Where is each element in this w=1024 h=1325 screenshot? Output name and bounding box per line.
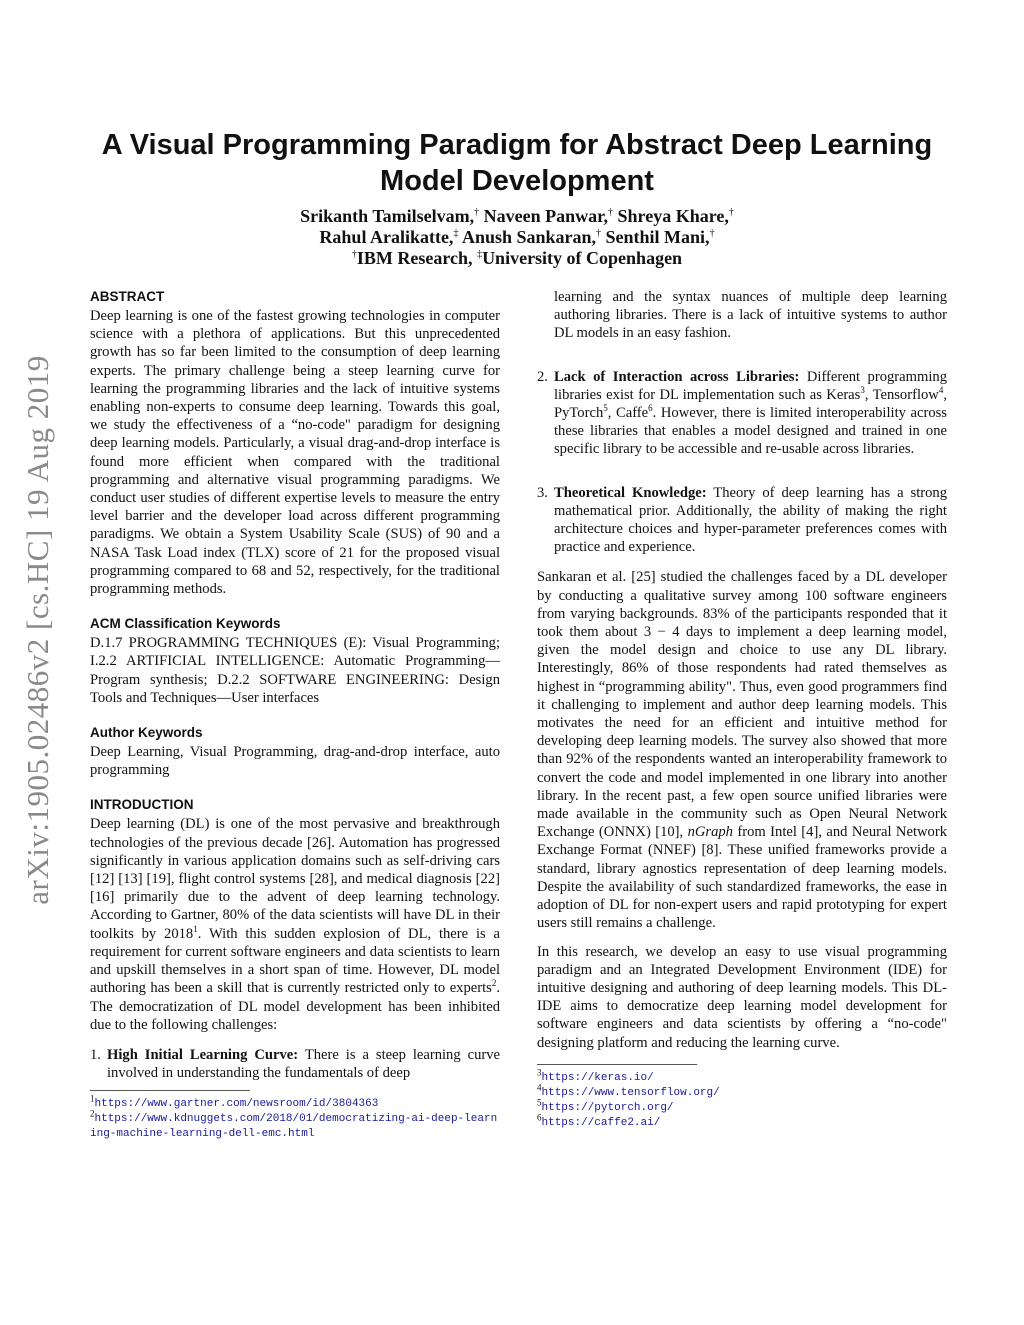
intro-heading: INTRODUCTION [90,797,194,813]
author-block [100,206,934,269]
left-column [90,288,500,1142]
arxiv-sidebar-stamp [18,300,58,960]
footnote: $^6$https://caffe2.ai/ [537,1112,661,1129]
footnote-link[interactable]: https://www.kdnuggets.com/2018/01/democratizing-ai-deep-learning-machine-learning-dell-emc.html [90,1113,498,1141]
affiliation: University of Copenhagen [482,248,683,268]
affiliation-line: †IBM Research, ‡University of Copenhagen [351,248,683,268]
challenge-list-continued [537,288,947,556]
footnote: $^4$https://www.tensorflow.org/ [537,1082,720,1099]
challenge-list [90,1046,500,1082]
footnote-ref[interactable]: 1 [193,923,198,934]
challenge-label: Lack of Interaction across Libraries: [554,368,800,385]
challenge-label: Theoretical Knowledge: [554,484,707,501]
footnote: $^5$https://pytorch.org/ [537,1097,674,1114]
list-item: 3. Theoretical Knowledge: Theory of deep learning has a strong mathematical prior. Additionally, the ability of making the right architecture choices and hyper-parameter preferences comes with practice and experience. [537,484,948,556]
list-item: 2. Lack of Interaction across Libraries: Different programming libraries exist for DL implementation such as Keras$^3$, Tensorflow$^4$, PyTorch$^5$, Caffe$^6$. However, there is limited interoperability across these libraries that enables a model designed and trained in one specific library to be accessible and re-usable across libraries. [537,368,947,458]
body-paragraph: In this research, we develop an easy to use visual programming paradigm and an Integrated Development Environment (IDE) for intuitive designing and authoring of deep learning models. This DL-IDE aims to democratize deep learning model development for software engineers and data scientists by offering a “no-code" designing platform and reducing the learning curve. [537,943,947,1051]
footnote-ref[interactable]: 2 [491,978,497,989]
author-name: Anush Sankaran, [461,227,597,247]
affiliation: IBM Research, [356,248,473,268]
right-column [537,288,947,1131]
footnote-link[interactable]: https://caffe2.ai/ [541,1116,661,1129]
footnote-link[interactable]: https://www.tensorflow.org/ [541,1086,720,1099]
arxiv-identifier: arXiv:1905.02486v2 [cs.HC] 19 Aug 2019 [20,355,55,905]
author-name: Senthil Mani, [605,227,710,247]
footnote: $^1$https://www.gartner.com/newsroom/id/3804363 [90,1093,379,1111]
acm-text: D.1.7 PROGRAMMING TECHNIQUES (E): Visual Programming; I.2.2 ARTIFICIAL INTELLIGENCE: Automatic Programming—Program synthesis; D.2.2 SOFTWARE ENGINEERING: Design Tools and Techniques—User interfaces [90,635,500,706]
footnote-ref[interactable]: 5 [603,403,608,414]
list-item: 1. High Initial Learning Curve: There is a steep learning curve involved in understanding the fundamentals of deep [90,1046,500,1082]
author-name: Srikanth Tamilselvam, [300,206,475,226]
intro-paragraph: Deep learning (DL) is one of the most pervasive and breakthrough technologies of the previous decade [26]. Automation has progressed significantly in various application domains such as self-driving cars [12] [13] [19], flight control systems [28], and medical diagnosis [22] [16] primarily due to the advent of deep learning technology. According to Gartner, 80% of the data scientists will have DL in their toolkits by 2018$^1$. With this sudden explosion of DL, there is a requirement for current software engineers and data scientists to learn and upskill themselves in a short span of time. However, DL model authoring has been a skill that is currently restricted only to experts$^2$. The democratization of DL model development has been inhibited due to the following challenges: [90,816,500,1033]
keywords-text: Deep Learning, Visual Programming, drag-and-drop interface, auto programming [90,744,500,779]
author-name: Naveen Panwar, [483,206,609,226]
challenge-label: High Initial Learning Curve: [107,1046,299,1063]
author-name: Rahul Aralikatte, [319,227,454,247]
author-name: Shreya Khare, [617,206,729,226]
abstract-text: Deep learning is one of the fastest growing technologies in computer science with a plethora of applications. But this unprecedented growth has so far been limited to the consumption of deep learning experts. The primary challenge being a steep learning curve for learning the programming libraries and the lack of intuitive systems enabling non-experts to consume deep learning. Towards this goal, we study the effectiveness of a “no-code" paradigm for designing deep learning models. Particularly, a visual drag-and-drop interface is found more efficient when compared with the traditional programming and alternative visual programming paradigms. We conduct user studies of different expertise levels to measure the entry level barrier and the developer load across different programming paradigms. We obtain a System Usability Scale (SUS) of 90 and a NASA Task Load index (TLX) score of 21 for the proposed visual programming compared to 68 and 52, respectively, for the traditional programming methods. [90,308,500,598]
body-paragraph: Sankaran et al. [25] studied the challenges faced by a DL developer by conducting a qualitative survey among 100 software engineers from varying backgrounds. 83% of the participants responded that it took them about 3 − 4 days to implement a deep learning model, given the model design and choice to use any DL library. Interestingly, 86% of those respondents had rated themselves as highest in “programming ability". Thus, even good programmers find it challenging to implement and author deep learning models. This motivates the need for an efficient and intuitive method for developing deep learning models. The survey also showed that more than 92% of the respondents wanted an interoperability framework to convert the code and model implemented in one library into another library. In the recent past, a few open source unified libraries were made available in the community such as Open Neural Network Exchange (ONNX) [10], nGraph from Intel [4], and Neural Network Exchange Format (NNEF) [8]. These unified frameworks provide a standard, library agnostics representation of deep learning models. Despite the availability of such standardized frameworks, the ease in adoption of DL for non-expert users and rapid prototyping for expert users still remains a challenge. [537,569,947,932]
footnote-ref[interactable]: 6 [648,403,653,414]
footnote-link[interactable]: https://pytorch.org/ [541,1101,674,1114]
abstract-heading: ABSTRACT [90,289,165,304]
footnote-link[interactable]: https://www.gartner.com/newsroom/id/3804363 [94,1098,379,1111]
footnote-ref[interactable]: 3 [860,384,865,395]
footnote-divider [537,1064,697,1065]
footnote-ref[interactable]: 4 [938,384,944,395]
paper-title: A Visual Programming Paradigm for Abstract Deep Learning Model Development [101,129,933,197]
list-item-continuation: learning and the syntax nuances of multiple deep learning authoring libraries. There is a lack of intuitive systems to author DL models in an easy fashion. [554,289,947,342]
footnote-divider [90,1090,250,1091]
keywords-heading: Author Keywords [90,725,203,741]
footnote: $^2$https://www.kdnuggets.com/2018/01/democratizing-ai-deep-learning-machine-learning-dell-emc.html [90,1108,498,1141]
author-line-2: Rahul Aralikatte,‡ Anush Sankaran,† Senthil Mani,† [319,227,715,247]
author-line-1: Srikanth Tamilselvam,† Naveen Panwar,† Shreya Khare,† [300,206,734,226]
acm-heading: ACM Classification Keywords [90,616,281,632]
footnote: $^3$https://keras.io/ [537,1067,654,1084]
footnote-link[interactable]: https://keras.io/ [541,1071,654,1084]
